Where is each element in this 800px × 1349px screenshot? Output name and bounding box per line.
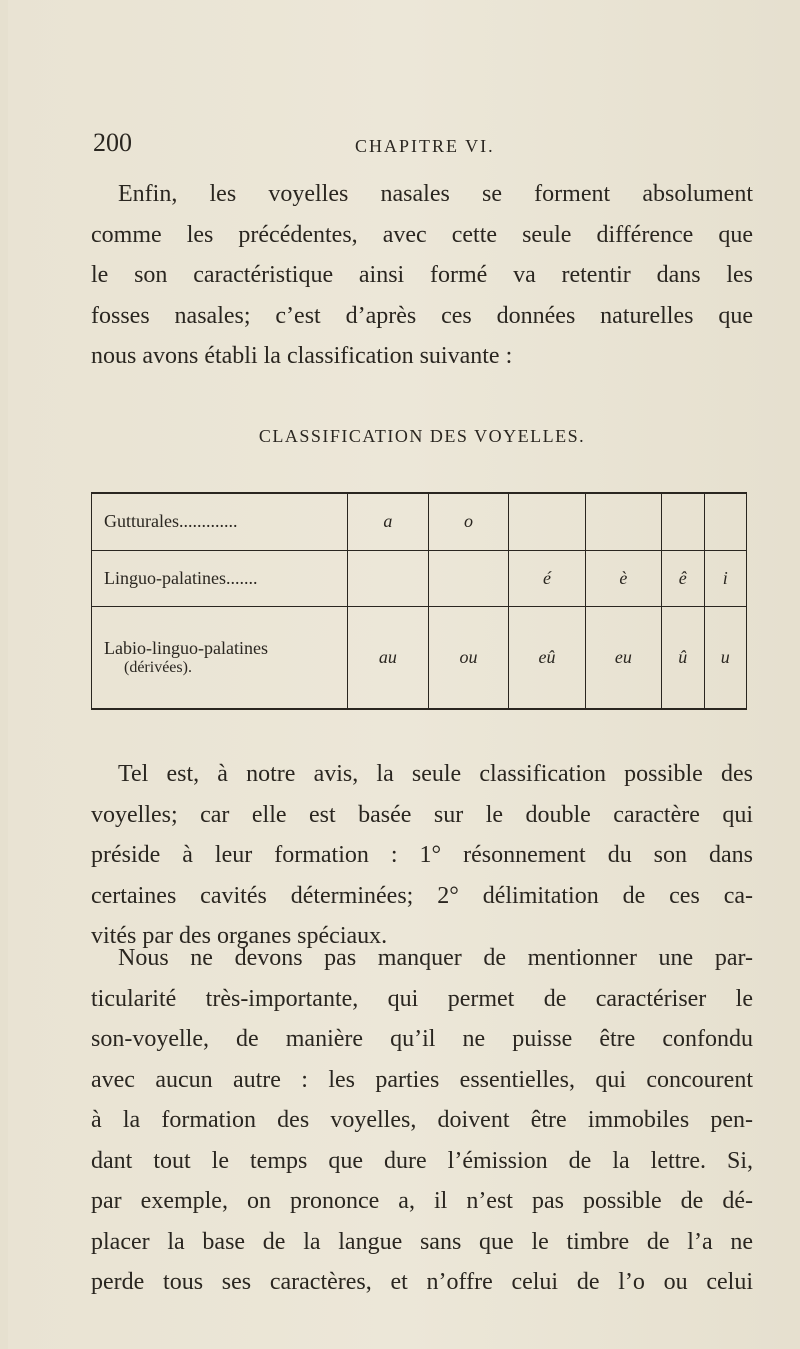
text-line: dant tout le temps que dure l’émission de la lettre. Si, (91, 1147, 753, 1174)
text-line: à la formation des voyelles, doivent être immobiles pen- (91, 1107, 753, 1133)
table-cell: û (662, 606, 704, 709)
table-cell: eû (509, 606, 585, 709)
table-cell: au (348, 606, 429, 709)
page-number: 200 (93, 128, 132, 157)
text-line: par exemple, on prononce a, il n’est pas possible de dé- (91, 1188, 753, 1214)
table-cell: o (428, 493, 509, 550)
text-line: le son caractéristique ainsi formé va retentir dans les (91, 262, 753, 288)
text-line: voyelles; car elle est basée sur le double caractère qui (91, 801, 753, 828)
text-line: son-voyelle, de manière qu’il ne puisse être confondu (91, 1026, 753, 1052)
running-head: CHAPITRE VI. (355, 136, 495, 156)
table-cell (662, 493, 704, 550)
table-cell: i (704, 550, 747, 606)
table-cell: ê (662, 550, 704, 606)
text-line: comme les précédentes, avec cette seule différence que (91, 221, 753, 248)
table-cell: eu (585, 606, 661, 709)
text-line: ticularité très-importante, qui permet de caractériser le (91, 985, 753, 1012)
paragraph-3 (91, 938, 753, 1303)
text-line: perde tous ses caractères, et n’offre celui de l’o ou celui (91, 1269, 753, 1295)
table-cell: ou (428, 606, 509, 709)
table-cell (509, 493, 585, 550)
table-row (92, 493, 747, 550)
table-cell: é (509, 550, 585, 606)
text-line: certaines cavités déterminées; 2° délimitation de ces ca- (91, 882, 753, 909)
row-label: Gutturales............. (92, 493, 348, 550)
row-sublabel: (dérivées). (124, 658, 192, 676)
table-caption: CLASSIFICATION DES VOYELLES. (258, 426, 586, 446)
paragraph-2 (91, 754, 753, 957)
text-line: Enfin, les voyelles nasales se forment absolument (118, 181, 753, 207)
table-row (92, 550, 747, 606)
text-line: vités par des organes spéciaux. (91, 923, 388, 949)
table-cell: u (704, 606, 747, 709)
page-header (93, 128, 753, 168)
row-label: Linguo-palatines....... (92, 550, 348, 606)
table-row (92, 606, 747, 709)
paragraph-1 (91, 174, 753, 377)
text-line: Nous ne devons pas manquer de mentionner une par- (118, 945, 753, 971)
text-line: nous avons établi la classification suivante : (91, 343, 513, 369)
text-line: préside à leur formation : 1° résonnement du son dans (91, 842, 753, 868)
row-label: Labio-linguo-palatines (dérivées). (92, 606, 348, 709)
vowel-classification-table (91, 492, 747, 710)
table-cell: a (348, 493, 429, 550)
text-line: fosses nasales; c’est d’après ces données naturelles que (91, 302, 753, 329)
table-cell (585, 493, 661, 550)
text-line: placer la base de la langue sans que le timbre de l’a ne (91, 1228, 753, 1255)
table-cell (348, 550, 429, 606)
table-cell (428, 550, 509, 606)
text-line: avec aucun autre : les parties essentielles, qui concourent (91, 1066, 753, 1093)
table-cell: è (585, 550, 661, 606)
table-cell (704, 493, 747, 550)
text-line: Tel est, à notre avis, la seule classification possible des (118, 761, 753, 787)
